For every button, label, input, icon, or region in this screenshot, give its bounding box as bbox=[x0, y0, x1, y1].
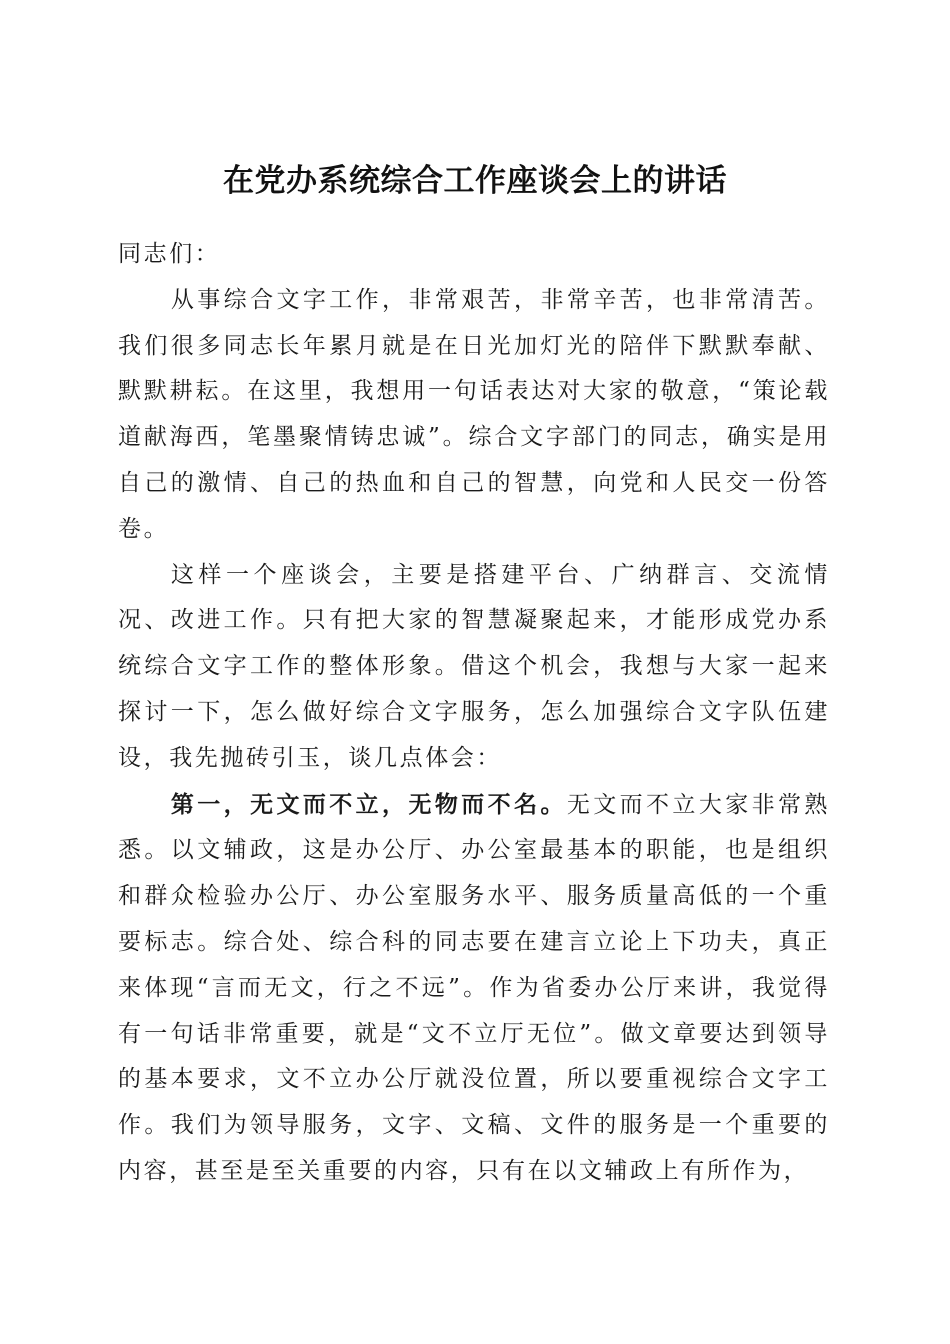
paragraph-3-text: 无文而不立大家非常熟悉。以文辅政，这是办公厅、办公室最基本的职能，也是组织和群众检验办公厅、办公室服务水平、服务质量高低的一个重要标志。综合处、综合科的同志要在建言立论上下功夫，真正来体现“言而无文，行之不远”。作为省委办公厅来讲，我觉得有一句话非常重要，就是“文不立厅无位”。做文章要达到领导的基本要求，文不立办公厅就没位置，所以要重视综合文字工作。我们为领导服务，文字、文稿、文件的服务是一个重要的内容，甚至是至关重要的内容，只有在以文辅政上有所作为， bbox=[118, 791, 831, 1184]
paragraph-1: 从事综合文字工作，非常艰苦，非常辛苦，也非常清苦。我们很多同志长年累月就是在日光加灯光的陪伴下默默奉献、默默耕耘。在这里，我想用一句话表达对大家的敬意，“策论载道献海西，笔墨聚情铸忠诚”。综合文字部门的同志，确实是用自己的激情、自己的热血和自己的智慧，向党和人民交一份答卷。 bbox=[118, 286, 830, 542]
document-title: 在党办系统综合工作座谈会上的讲话 bbox=[223, 162, 727, 199]
paragraph-2: 这样一个座谈会，主要是搭建平台、广纳群言、交流情况、改进工作。只有把大家的智慧凝聚起来，才能形成党办系统综合文字工作的整体形象。借这个机会，我想与大家一起来探讨一下，怎么做好综合文字服务，怎么加强综合文字队伍建设，我先抛砖引玉，谈几点体会： bbox=[118, 561, 830, 771]
salutation: 同志们： bbox=[118, 241, 221, 267]
document-body bbox=[118, 232, 830, 1195]
paragraph-3-heading: 第一，无文而不立，无物而不名。 bbox=[170, 790, 567, 818]
paragraph-3 bbox=[118, 782, 830, 1195]
